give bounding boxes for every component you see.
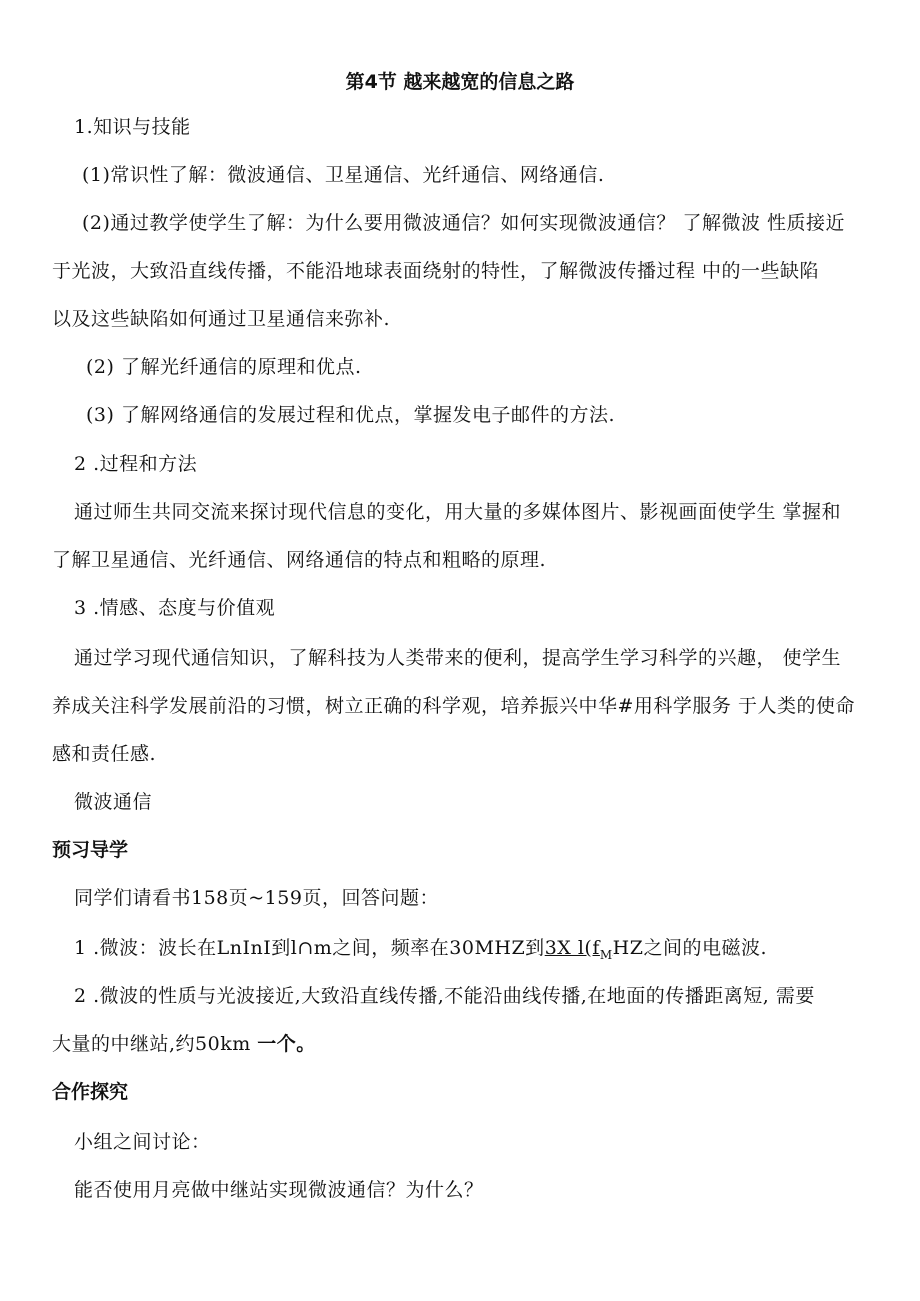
values-paragraph-line-3: 感和责任感. — [52, 743, 157, 765]
cooperate-prompt: 小组之间讨论： — [74, 1131, 211, 1153]
objective-item-2-line-3: 以及这些缺陷如何通过卫星通信来弥补. — [52, 308, 391, 330]
question-1-suffix: HZ之间的电磁波. — [612, 937, 767, 959]
objective-heading-3: 3 .情感、态度与价值观 — [74, 597, 276, 619]
objective-item-1: (1)常识性了解：微波通信、卫星通信、光纤通信、网络通信. — [82, 164, 605, 186]
process-paragraph-line-1: 通过师生共同交流来探讨现代信息的变化，用大量的多媒体图片、影视画面使学生 掌握和 — [74, 501, 842, 523]
objective-item-3: (2) 了解光纤通信的原理和优点. — [86, 356, 362, 378]
objective-heading-2: 2 .过程和方法 — [74, 453, 198, 475]
question-1 — [74, 936, 767, 967]
page-title: 第4节 越来越宽的信息之路 — [345, 71, 575, 93]
objective-item-2-line-2: 于光波，大致沿直线传播，不能沿地球表面绕射的特性，了解微波传播过程 中的一些缺陷 — [52, 260, 820, 282]
question-2-line-2-text: 大量的中继站,约50km — [52, 1033, 258, 1055]
process-paragraph-line-2: 了解卫星通信、光纤通信、网络通信的特点和粗略的原理. — [52, 549, 547, 571]
question-2-line-1: 2 .微波的性质与光波接近,大致沿直线传播,不能沿曲线传播,在地面的传播距离短, 需要 — [74, 985, 815, 1007]
cooperate-question: 能否使用月亮做中继站实现微波通信？为什么？ — [74, 1179, 484, 1201]
preview-heading: 预习导学 — [52, 839, 129, 861]
values-paragraph-line-2: 养成关注科学发展前沿的习惯，树立正确的科学观，培养振兴中华#用科学服务 于人类的使命 — [52, 695, 855, 717]
preview-intro: 同学们请看书158页~159页，回答问题： — [74, 887, 439, 909]
objective-item-4: (3) 了解网络通信的发展过程和优点，掌握发电子邮件的方法. — [86, 404, 615, 426]
question-2-line-2-bold: 一个。 — [257, 1033, 316, 1055]
question-1-underlined: 3X $l(f_M$ — [544, 937, 613, 962]
section-label: 微波通信 — [74, 791, 153, 813]
question-1-prefix: 1 .微波：波长在LnInI到l∩m之间，频率在30MHZ到 — [74, 937, 545, 959]
cooperate-heading: 合作探究 — [52, 1081, 129, 1103]
values-paragraph-line-1: 通过学习现代通信知识，了解科技为人类带来的便利，提高学生学习科学的兴趣， 使学生 — [74, 647, 842, 669]
objective-item-2-line-1: (2)通过教学使学生了解：为什么要用微波通信？如何实现微波通信？ 了解微波 性质接近 — [82, 212, 845, 234]
question-2-line-2 — [52, 1032, 316, 1056]
objective-heading-1: 1.知识与技能 — [74, 116, 191, 138]
